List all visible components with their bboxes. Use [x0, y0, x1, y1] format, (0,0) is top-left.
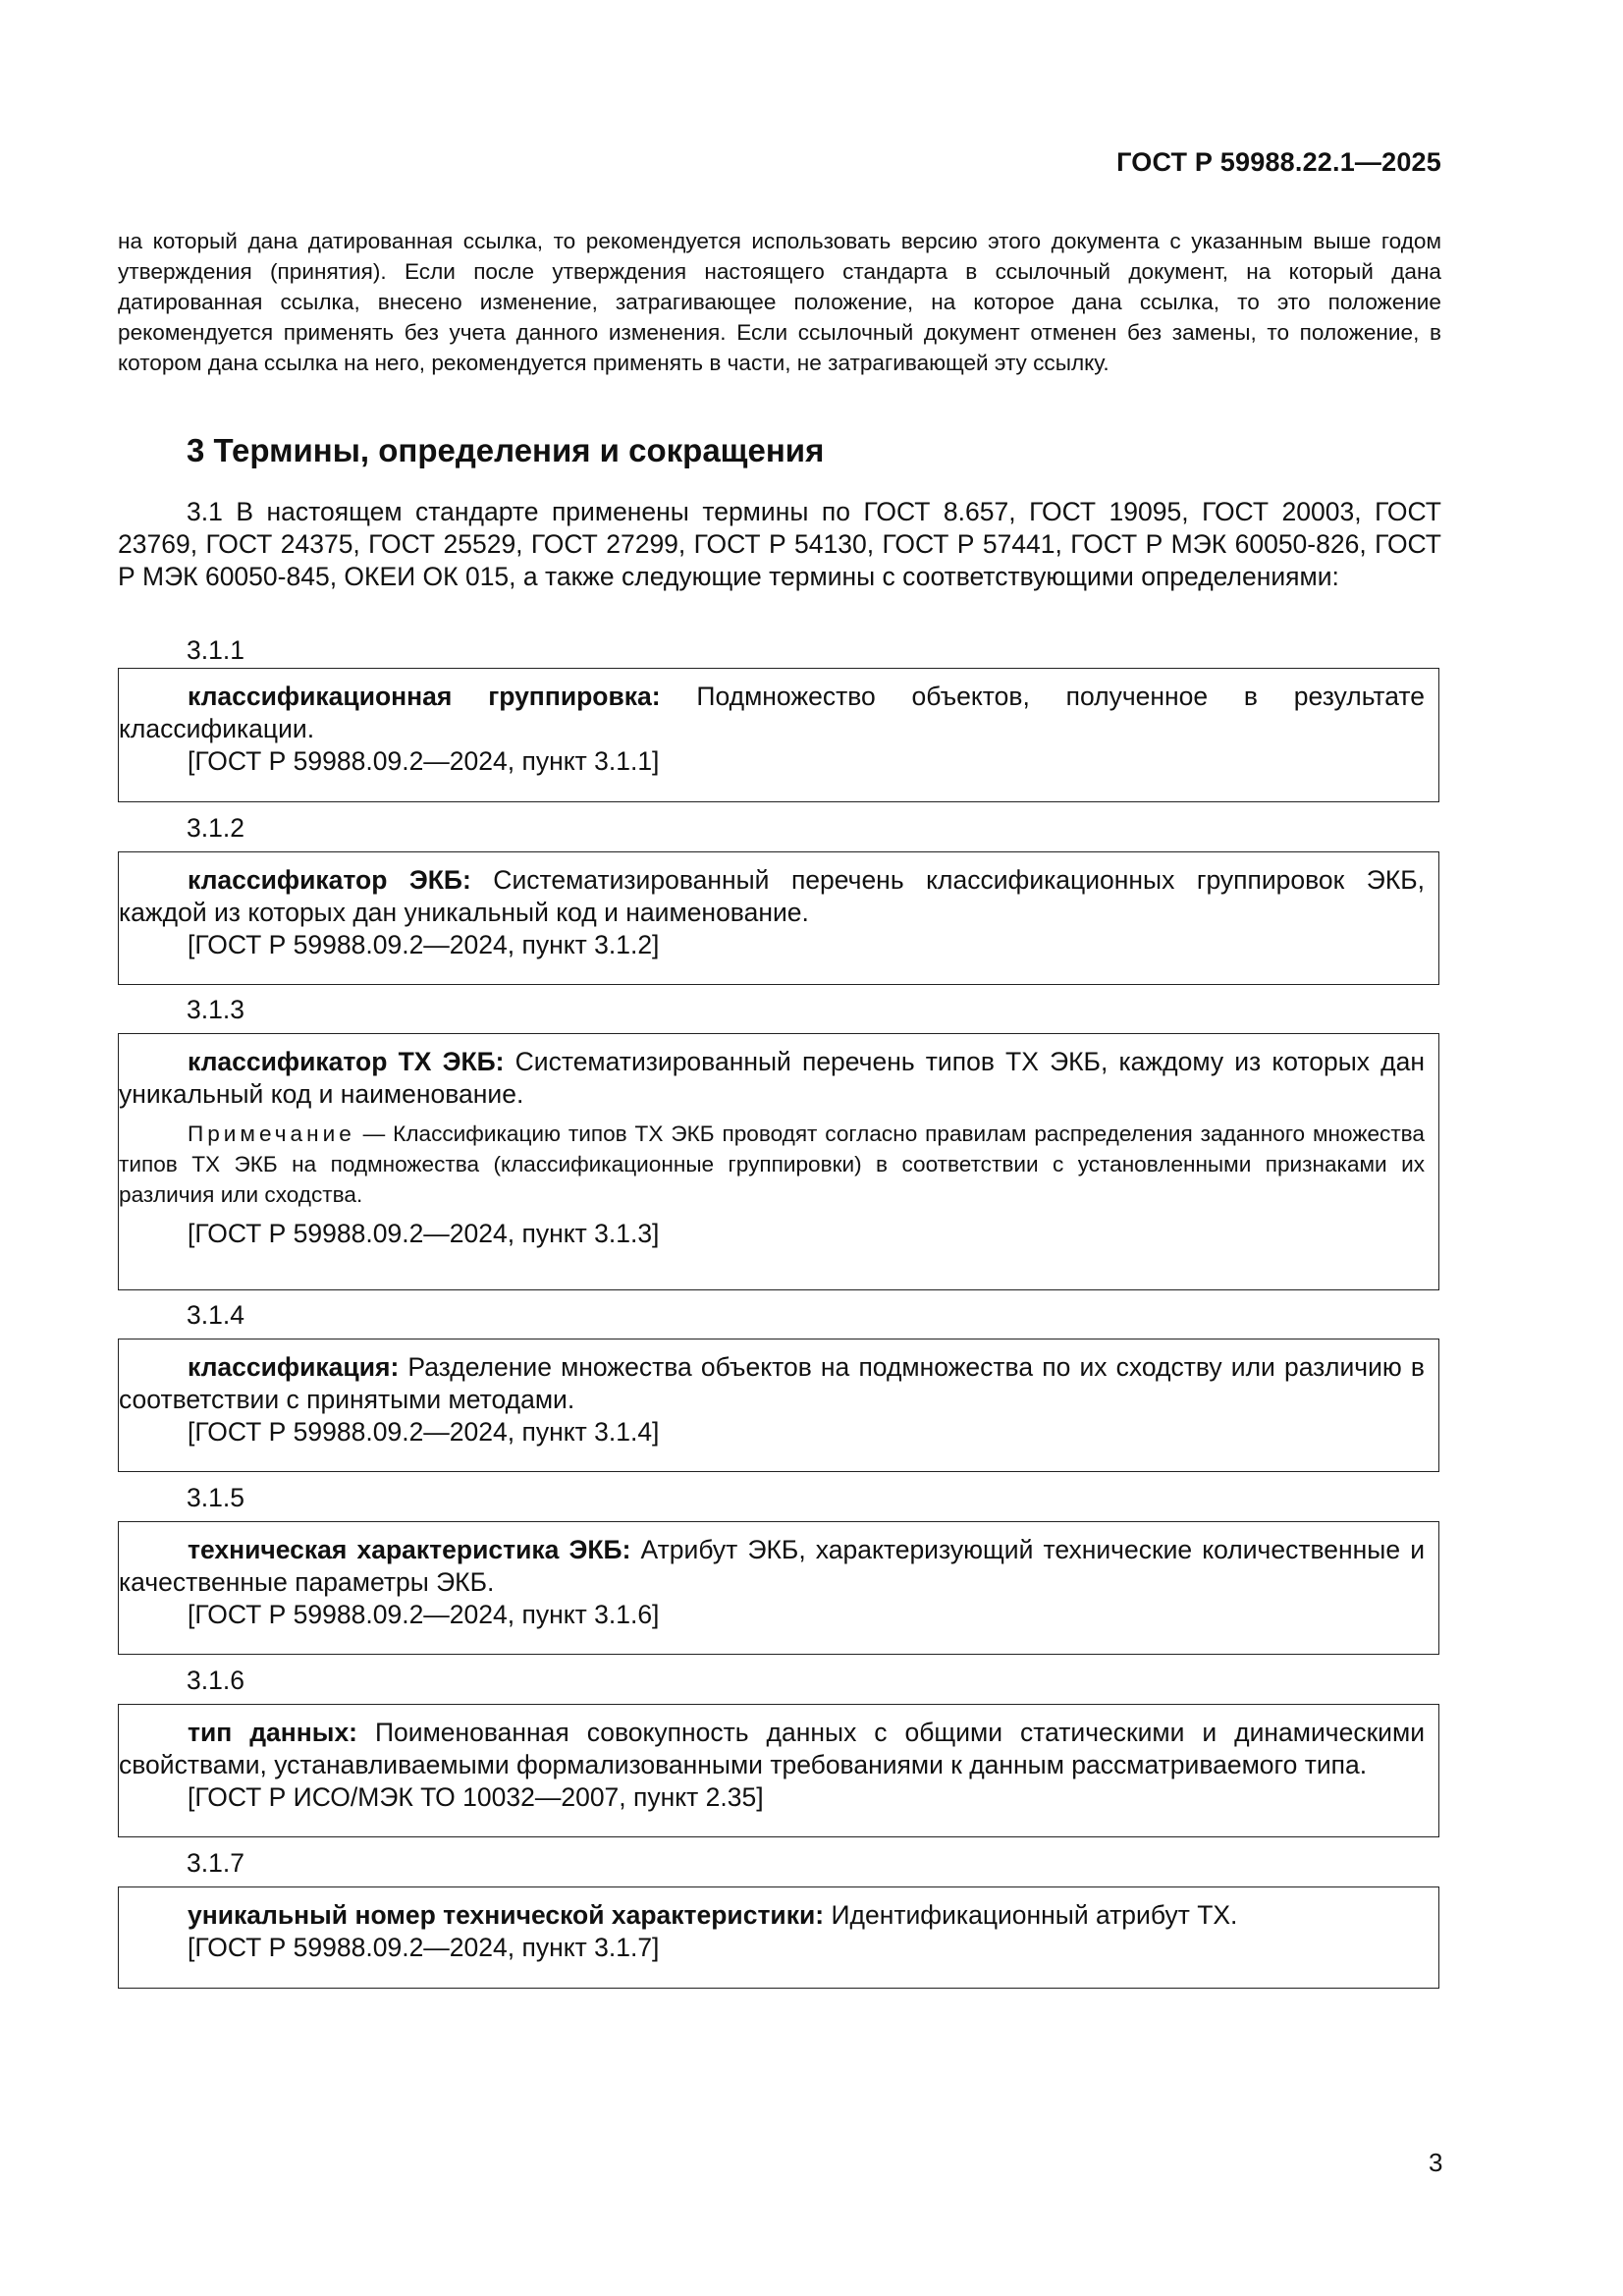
term-number: 3.1.6 [187, 1666, 244, 1695]
term-name: техническая характеристика ЭКБ: [188, 1535, 631, 1564]
note-label: Примечание [188, 1121, 355, 1146]
term-definition [119, 1717, 1425, 1781]
term-definition [119, 864, 1425, 929]
term-box [118, 1033, 1439, 1290]
definition-text: Атрибут ЭКБ, характеризующий технические количественные и качественные параметры ЭКБ. [119, 1535, 1425, 1597]
term-definition [119, 1534, 1425, 1599]
section-intro [118, 496, 1441, 593]
term-definition [119, 1046, 1425, 1111]
term-name: классификация: [188, 1352, 400, 1382]
term-number: 3.1.4 [187, 1300, 244, 1330]
term-box [118, 668, 1439, 802]
term-name: классификатор ТХ ЭКБ: [188, 1047, 505, 1076]
term-box [118, 1339, 1439, 1472]
term-source: [ГОСТ Р 59988.09.2—2024, пункт 3.1.3] [188, 1219, 660, 1248]
term-definition [119, 681, 1425, 745]
term-source: [ГОСТ Р 59988.09.2—2024, пункт 3.1.2] [188, 930, 660, 959]
term-source: [ГОСТ Р 59988.09.2—2024, пункт 3.1.6] [188, 1600, 660, 1629]
term-number: 3.1.7 [187, 1848, 244, 1878]
term-box [118, 1521, 1439, 1655]
term-number: 3.1.3 [187, 995, 244, 1024]
term-box [118, 1704, 1439, 1837]
page-number: 3 [1429, 2148, 1443, 2177]
term-name: классификационная группировка: [188, 682, 661, 711]
definition-text: Идентификационный атрибут ТХ. [824, 1900, 1238, 1930]
term-definition [119, 1351, 1425, 1416]
term-source: [ГОСТ Р 59988.09.2—2024, пункт 3.1.4] [188, 1417, 660, 1447]
term-number: 3.1.5 [187, 1483, 244, 1512]
continued-text: на который дана датированная ссылка, то рекомендуется использовать версию этого документа с указанным выше годом утверждения (принятия). Если после утверждения настоящего стандарта в ссылочный документ, на который дана датированная ссылка, внесено изменение, затрагивающее положение, на которое дана ссылка, то это положение рекомендуется применять без учета данного изменения. Если ссылочный документ отменен без замены, то положение, в котором дана ссылка на него, рекомендуется применять в части, не затрагивающей эту ссылку. [118, 229, 1441, 375]
definition-text: Систематизированный перечень классификационных группировок ЭКБ, каждой из которых дан уникальный код и наименование. [119, 865, 1426, 927]
term-note [119, 1119, 1425, 1210]
term-source: [ГОСТ Р 59988.09.2—2024, пункт 3.1.7] [188, 1933, 660, 1962]
term-name: уникальный номер технической характеристики: [188, 1900, 825, 1930]
continued-paragraph [118, 226, 1441, 378]
intro-text: 3.1 В настоящем стандарте применены термины по ГОСТ 8.657, ГОСТ 19095, ГОСТ 20003, ГОСТ 23769, ГОСТ 24375, ГОСТ 25529, ГОСТ 27299, ГОСТ Р 54130, ГОСТ Р 57441, ГОСТ Р МЭК 60050-826, ГОСТ Р МЭК 60050-845, ОКЕИ ОК 015, а также следующие термины с соответствующими определениями: [118, 497, 1441, 591]
term-name: тип данных: [188, 1718, 358, 1747]
definition-text: Поименованная совокупность данных с общими статическими и динамическими свойствами, устанавливаемыми формализованными требованиями к данным рассматриваемого типа. [119, 1718, 1426, 1779]
term-box [118, 1886, 1439, 1989]
term-name: классификатор ЭКБ: [188, 865, 471, 895]
term-source: [ГОСТ Р 59988.09.2—2024, пункт 3.1.1] [188, 746, 660, 776]
note-text: — Классификацию типов ТХ ЭКБ проводят согласно правилам распределения заданного множества типов ТХ ЭКБ на подмножества (классификационные группировки) в соответствии с установленными признаками их различия или сходства. [119, 1121, 1425, 1207]
definition-text: Подмножество объектов, полученное в результате классификации. [119, 682, 1425, 743]
document-code-header: ГОСТ Р 59988.22.1—2025 [1116, 147, 1441, 177]
section-title: 3 Термины, определения и сокращения [187, 432, 825, 468]
term-number: 3.1.1 [187, 635, 244, 665]
term-definition [119, 1899, 1425, 1932]
term-number: 3.1.2 [187, 813, 244, 843]
term-box [118, 851, 1439, 985]
definition-text: Систематизированный перечень типов ТХ ЭКБ, каждому из которых дан уникальный код и наименование. [119, 1047, 1426, 1109]
definition-text: Разделение множества объектов на подмножества по их сходству или различию в соответствии с принятыми методами. [119, 1352, 1425, 1414]
term-source: [ГОСТ Р ИСО/МЭК ТО 10032—2007, пункт 2.35] [188, 1782, 764, 1812]
